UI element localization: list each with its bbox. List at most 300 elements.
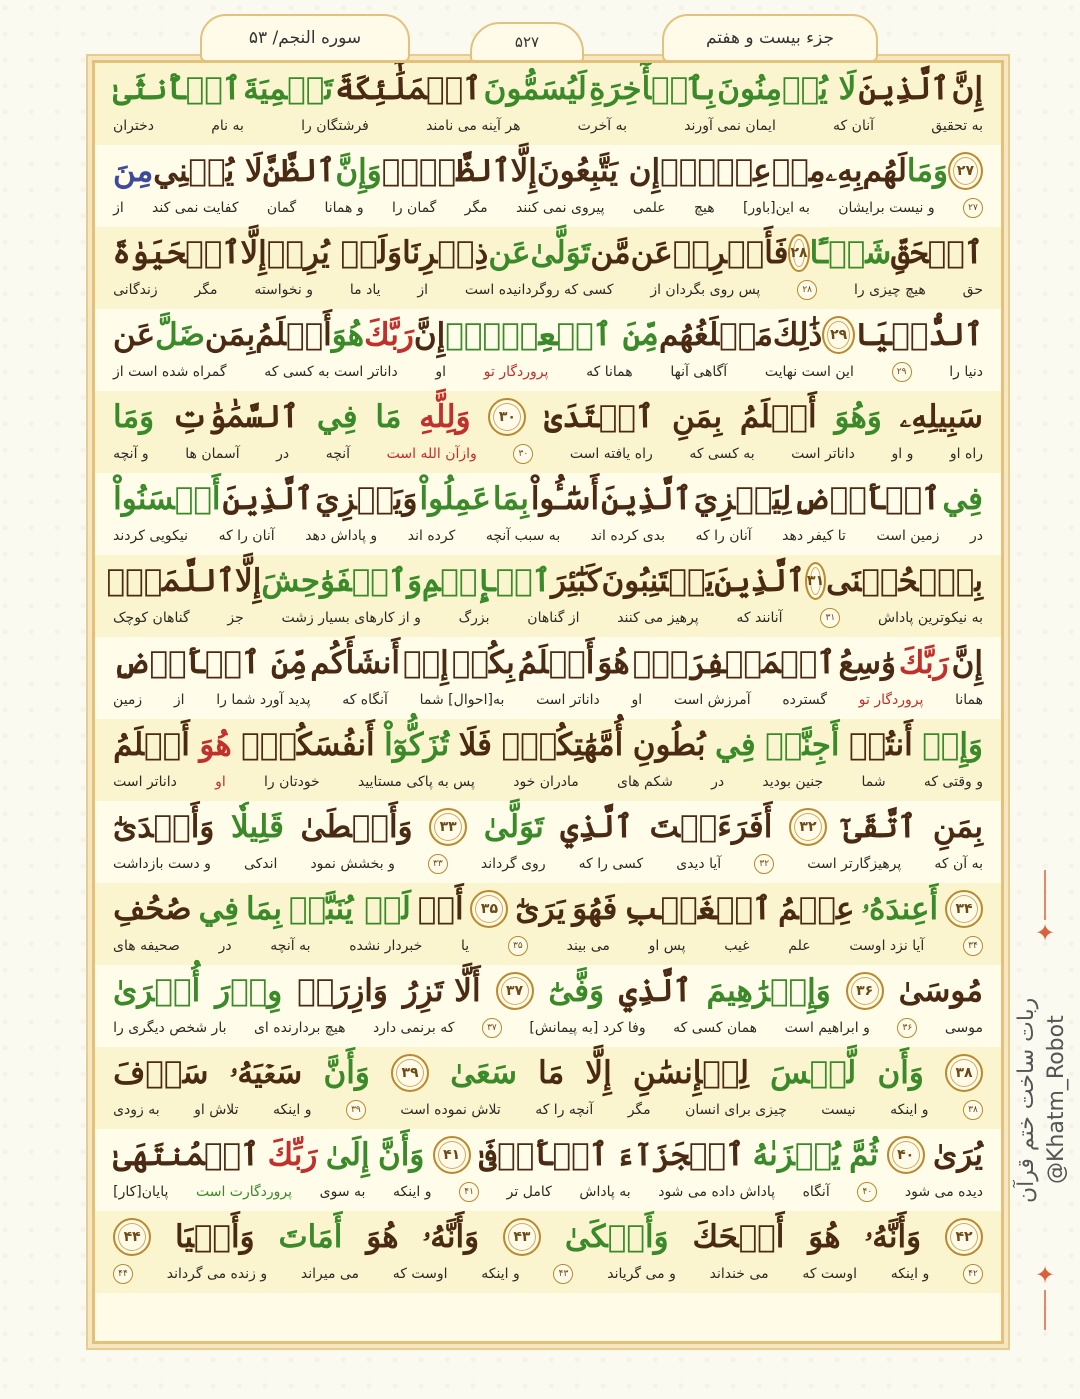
translation-word: آنچه را که	[535, 1102, 594, 1118]
ayah-number-marker: ۳۸	[945, 1054, 983, 1092]
translation-word: و آنچه	[113, 446, 149, 462]
translation-word: آمرزش است	[673, 692, 751, 708]
arabic-word: بُطُونِ	[632, 727, 706, 763]
arabic-word: مُوسَىٰ	[898, 973, 983, 1009]
translation-word: جز	[227, 610, 244, 626]
translation-word: آنانند که	[736, 610, 783, 626]
translation-line	[113, 769, 983, 795]
ayah-number-marker-small: ۴۳	[553, 1264, 573, 1284]
translation-line	[113, 1015, 983, 1041]
translation-word: چیزی برای انسان	[685, 1102, 787, 1118]
ayah-number-marker-small: ۴۴	[113, 1264, 133, 1284]
arabic-line	[113, 477, 983, 521]
translation-word: که برنمی دارد	[372, 1020, 455, 1036]
arabic-line	[113, 1215, 983, 1259]
translation-word: و ابراهیم است	[784, 1020, 870, 1036]
arabic-word: لَا يُؤۡمِنُونَ	[717, 71, 857, 107]
arabic-word: مَا	[538, 1055, 565, 1091]
translation-word: او	[631, 692, 643, 708]
arabic-word: عِلۡمُ	[778, 891, 855, 927]
translation-word: داناتر است	[113, 774, 177, 790]
arabic-word: عَن	[630, 235, 673, 271]
translation-word: هیچ بردارنده ای	[253, 1020, 346, 1036]
arabic-word: أَنتُمۡ	[848, 727, 913, 763]
translation-word: روی گرداند	[480, 856, 546, 872]
arabic-word: أَمۡ	[417, 891, 464, 927]
arabic-word: وَأَكۡدَىٰٓ	[113, 809, 215, 845]
translation-word: و او	[891, 446, 914, 462]
arabic-word: أَعۡلَمُ	[113, 727, 190, 763]
ayah-number-marker-small: ۲۸	[797, 280, 817, 300]
arabic-word: وَأَبۡكَىٰ	[564, 1219, 669, 1255]
arabic-word: ٱلَّذِي	[560, 809, 633, 845]
translation-word: از	[173, 692, 185, 708]
arabic-word: وَلِلَّهِ	[419, 399, 471, 435]
arabic-word: أَنشَأَكُم	[310, 645, 401, 681]
translation-word: کفایت نمی کند	[152, 200, 239, 216]
arabic-word: وَلَمۡ يُرِدۡ	[266, 235, 403, 271]
arabic-word: بِمَنِ	[932, 809, 983, 845]
arabic-word: أَعِندَهُۥ	[861, 890, 939, 927]
arabic-word: ٱلۡجَزَآءَ	[616, 1137, 745, 1173]
translation-word: آنگاه	[802, 1184, 830, 1200]
translation-line	[113, 277, 983, 303]
translation-word: حق	[962, 282, 983, 298]
translation-word: و پاداش دهد	[305, 528, 378, 544]
arabic-word: وَإِبۡرَٰهِيمَ	[706, 973, 831, 1009]
page-number-tab	[470, 22, 584, 62]
translation-word: هیچ چیزی را	[854, 282, 926, 298]
translation-line	[113, 1261, 983, 1287]
arabic-word: وَأَنَّهُۥ	[422, 1218, 480, 1255]
arabic-word: ٱلدُّنۡيَا	[854, 317, 983, 353]
arabic-word: فَأَعۡرِضۡ	[672, 235, 789, 271]
translation-word: جنین بودید	[762, 774, 824, 790]
arabic-word: أُمَّهَٰتِكُمۡۖ	[501, 727, 624, 763]
arabic-word: ٱلظَّنَّ	[262, 153, 336, 189]
arabic-word: عَن	[488, 235, 531, 271]
translation-word: خبردار نشده	[349, 938, 423, 954]
translation-word: شکم های	[616, 774, 673, 790]
ayah-number-marker: ۳۵	[470, 890, 508, 928]
arabic-word: وَأَنَّ	[377, 1137, 425, 1173]
page-frame	[92, 60, 1004, 1344]
watermark-line1: ربات ساخت ختم قرآن	[1014, 997, 1039, 1203]
verse-row	[95, 473, 1001, 555]
arabic-word: أَعۡلَمُ	[255, 317, 332, 353]
verse-row	[95, 1047, 1001, 1129]
translation-word: و اینکه	[273, 1102, 312, 1118]
translation-word: از گناهان	[527, 610, 580, 626]
arabic-word: بِهِۦ	[825, 152, 863, 189]
arabic-word: فِي	[316, 399, 358, 435]
verse-row	[95, 309, 1001, 391]
juz-title: جزء بیست و هفتم	[705, 28, 835, 48]
ayah-number-marker-small: ۳۴	[963, 936, 983, 956]
translation-word: و می گریاند	[607, 1266, 676, 1282]
translation-word: آنان که	[833, 118, 875, 134]
translation-word: راه او	[949, 446, 983, 462]
juz-tab	[662, 14, 878, 62]
page-number: ۵۲۷	[514, 33, 540, 51]
translation-word: به[احوال] شما	[419, 692, 505, 708]
ayah-number-marker: ۲۹	[822, 316, 855, 354]
ayah-number-marker-small: ۲۷	[963, 198, 983, 218]
ayah-number-marker-small: ۲۹	[892, 362, 912, 382]
verse-row	[95, 145, 1001, 227]
translation-word: پدید آورد شما را	[216, 692, 311, 708]
arabic-line	[113, 149, 983, 193]
arabic-word: سَعۡيَهُۥ	[229, 1054, 303, 1091]
translation-word: دیده می شود	[904, 1184, 983, 1200]
arabic-word: مَّن	[590, 235, 631, 271]
arabic-word: وَإِنَّ	[335, 153, 382, 189]
translation-word: پرهیز می کنند	[617, 610, 699, 626]
translation-word: گناهان کوچک	[113, 610, 190, 626]
arabic-word: بِمَا	[246, 891, 283, 927]
arabic-line	[113, 1133, 983, 1177]
arabic-word: مَبۡلَغُهُم	[658, 317, 773, 353]
translation-word: وفا کرد [به پیمانش]	[529, 1020, 646, 1036]
watermark	[1010, 870, 1080, 1330]
arabic-word: شَيۡـًٔا	[809, 235, 892, 271]
translation-word: این است نهایت	[764, 364, 854, 380]
verse-row	[95, 63, 1001, 145]
arabic-word: ٱلۡغَيۡبِ	[624, 891, 772, 927]
translation-word: گسترده	[782, 692, 828, 708]
arabic-word: سَبِيلِهِۦ	[899, 398, 983, 435]
translation-word: به زودی	[113, 1102, 160, 1118]
arabic-word: لَهُم	[862, 153, 907, 189]
translation-word: آیا دیدی	[676, 856, 722, 872]
translation-word: به نام	[211, 118, 244, 134]
translation-word: مگر	[194, 282, 218, 298]
arabic-word: وَمَا	[906, 153, 948, 189]
translation-word: می میراند	[300, 1266, 360, 1282]
arabic-word: فِي	[715, 727, 756, 763]
translation-word: زمین است	[876, 528, 940, 544]
translation-word: نیست	[821, 1102, 856, 1118]
arabic-line	[113, 231, 983, 275]
translation-word: به نیکوترین پاداش	[878, 610, 983, 626]
translation-word: بار شخص دیگری را	[113, 1020, 227, 1036]
arabic-word: ٱللَّمَمَۚ	[106, 563, 236, 599]
translation-word: و نخواسته	[254, 282, 314, 298]
translation-word: مگر	[464, 200, 488, 216]
ayah-number-marker: ۴۴	[113, 1218, 151, 1256]
translation-word: شما	[861, 774, 886, 790]
arabic-word: هُوَ	[597, 645, 630, 681]
ayah-number-marker: ۳۴	[945, 890, 983, 928]
arabic-word: مِنۡ	[771, 153, 826, 189]
arabic-word: أَلَّا تَزِرُ	[402, 973, 481, 1009]
arabic-word: وَيَجۡزِيَ	[315, 481, 418, 517]
arabic-word: مِّنَ ٱلۡعِلۡمِۚ	[445, 317, 659, 353]
translation-word: و اینکه	[890, 1102, 929, 1118]
arabic-word: ٱلۡحَيَوٰةَ	[112, 235, 241, 271]
translation-word: به تحقیق	[931, 118, 983, 134]
translation-word: پروردگار تو	[858, 692, 924, 708]
arabic-word: ٱلۡأَوۡفَىٰ	[478, 1137, 608, 1173]
arabic-word: صُحُفِ	[113, 891, 192, 927]
translation-word: داناتر است	[536, 692, 600, 708]
translation-word: بزرگ	[458, 610, 490, 626]
translation-word: تلاش او	[194, 1102, 239, 1118]
translation-word: آنان را که	[695, 528, 752, 544]
arabic-word: إِلَىٰ	[325, 1137, 370, 1173]
verse-row	[95, 1211, 1001, 1293]
translation-word: زندگانی	[113, 282, 158, 298]
arabic-word: مَا	[375, 399, 402, 435]
arabic-word: ٱلۡمَغۡفِرَةِۚ	[632, 645, 836, 681]
translation-word: و از کارهای بسیار زشت	[281, 610, 421, 626]
translation-word: پروردگارت است	[195, 1184, 293, 1200]
arabic-word: ٱلۡأَرۡضِ	[793, 481, 941, 517]
verse-row	[95, 883, 1001, 965]
verse-row	[95, 1129, 1001, 1211]
translation-word: غیب	[724, 938, 750, 954]
translation-word: پیروی نمی کنند	[515, 200, 605, 216]
verse-row	[95, 227, 1001, 309]
arabic-word: فِي	[198, 891, 240, 927]
translation-word: پایان[کار]	[113, 1184, 169, 1200]
arabic-word: أَضۡحَكَ	[692, 1219, 785, 1255]
arabic-word: ٱلظَّنَّۖ	[381, 153, 511, 189]
arabic-line	[113, 1051, 983, 1095]
translation-word: در	[970, 528, 983, 544]
translation-word: علمی	[632, 200, 666, 216]
arabic-word: ٱلَّذِي	[618, 973, 692, 1009]
ayah-number-marker-small: ۳۸	[963, 1100, 983, 1120]
arabic-word: إِذۡ	[402, 645, 449, 681]
arabic-word: سَعَىٰ	[450, 1055, 517, 1091]
arabic-word: لَا يُغۡنِي	[153, 153, 263, 189]
arabic-word: قَلِيلٗا	[230, 809, 284, 845]
arabic-word: وَٱلۡفَوَٰحِشَ	[261, 563, 423, 599]
arabic-word: إِلَّا	[240, 235, 267, 271]
translation-word: در	[711, 774, 725, 790]
ayah-number-marker: ۴۱	[433, 1136, 471, 1174]
translation-word: و دست بازداشت	[113, 856, 211, 872]
translation-word: دختران	[113, 118, 155, 134]
translation-word: تلاش نموده است	[400, 1102, 501, 1118]
watermark-text	[1012, 950, 1072, 1250]
arabic-word: هُوَ	[366, 1219, 399, 1255]
verse-row	[95, 719, 1001, 801]
translation-word: در	[276, 446, 290, 462]
ayah-number-marker: ۳۲	[789, 808, 827, 846]
arabic-word: مِّنَ ٱلۡأَرۡضِ	[113, 645, 308, 681]
arabic-word: أَمَاتَ	[278, 1219, 343, 1255]
translation-word: گمان را	[391, 200, 437, 216]
arabic-line	[113, 723, 983, 767]
translation-word: راه یافته است	[569, 446, 653, 462]
translation-line	[113, 1179, 983, 1205]
arabic-word: ضَلَّ	[155, 317, 205, 353]
arabic-word: بِٱلۡحُسۡنَى	[826, 563, 983, 599]
translation-word: آگاهی آنها	[670, 364, 728, 380]
arabic-line	[113, 641, 983, 685]
arabic-word: إِلَّا	[510, 153, 537, 189]
arabic-word: وِزۡرَ	[215, 973, 283, 1009]
arabic-word: ٱلَّذِينَ	[222, 481, 314, 517]
arabic-word: عِلۡمٍۖ	[660, 153, 772, 189]
arabic-word: وَأَنَّهُۥ	[864, 1218, 922, 1255]
translation-word: و زنده می گرداند	[166, 1266, 268, 1282]
arabic-word: إِن يَتَّبِعُونَ	[536, 153, 661, 189]
arabic-word: لَّيۡسَ	[770, 1055, 857, 1091]
arabic-word: لَمۡ يُنَبَّأۡ	[288, 891, 411, 927]
translation-word: کرده اند	[407, 528, 456, 544]
arabic-word: ٱلۡإِثۡمِ	[422, 563, 551, 599]
arabic-word: أَسَٰٓـُٔواْ	[530, 481, 600, 517]
arabic-word: كَبَٰٓئِرَ	[550, 563, 602, 599]
arabic-line	[106, 559, 983, 603]
translation-word: داناتر است	[791, 446, 855, 462]
verse-row	[95, 555, 1001, 637]
ornament-icon: ✦	[1034, 919, 1056, 947]
arabic-word: أَحۡسَنُواْ	[113, 481, 221, 517]
translation-line	[113, 851, 983, 877]
arabic-word: هُوَ	[331, 317, 365, 353]
arabic-word: وَهُوَ	[834, 399, 882, 435]
translation-word: به آن که	[934, 856, 983, 872]
arabic-word: ٱلۡأُنثَىٰ	[113, 71, 242, 107]
translation-word: همان کسی که	[673, 1020, 758, 1036]
arabic-word: أَنفُسَكُمۡۖ	[241, 727, 375, 763]
arabic-word: رَبِّكَ	[267, 1137, 318, 1173]
translation-word: به کسی که	[689, 446, 755, 462]
ayah-number-marker: ۳۰	[488, 398, 526, 436]
arabic-line	[113, 887, 983, 931]
translation-word: مگر	[627, 1102, 651, 1118]
translation-line	[113, 359, 983, 385]
watermark-line2: @Khatm_Robot	[1044, 1015, 1069, 1185]
arabic-word: تَوَلَّىٰ	[530, 235, 591, 271]
verse-row	[95, 965, 1001, 1047]
translation-word: و همانا	[324, 200, 364, 216]
arabic-word: تُزَكُّوٓاْ	[384, 727, 450, 763]
translation-word: ایمان نمی آورند	[684, 118, 776, 134]
translation-word: آسمان ها	[185, 446, 240, 462]
ayah-number-marker: ۴۰	[887, 1136, 925, 1174]
translation-word: پس او	[648, 938, 686, 954]
ayah-number-marker-small: ۴۱	[459, 1182, 479, 1202]
translation-word: آنچه	[325, 446, 351, 462]
arabic-word: ثُمَّ	[849, 1137, 879, 1173]
translation-word: زمین	[113, 692, 143, 708]
arabic-word: سَوۡفَ	[113, 1055, 209, 1091]
translation-word: آنگاه که	[342, 692, 388, 708]
arabic-word: ٱلۡمَلَٰٓئِكَةَ	[335, 71, 482, 107]
arabic-word: ٱتَّقَىٰٓ	[843, 809, 917, 845]
arabic-line	[113, 969, 983, 1013]
arabic-word: أُخۡرَىٰ	[113, 973, 201, 1009]
translation-word: داناتر است به کسی که	[264, 364, 398, 380]
translation-word: بدی کرده اند	[590, 528, 665, 544]
translation-word: همانا	[955, 692, 983, 708]
arabic-word: وَأَحۡيَا	[175, 1219, 255, 1255]
verse-row	[95, 637, 1001, 719]
translation-word: به سوی	[319, 1184, 366, 1200]
arabic-word: فِي	[942, 481, 983, 517]
arabic-word: إِنَّ	[951, 71, 983, 107]
translation-word: از	[417, 282, 429, 298]
arabic-word: يَرَىٰٓ	[515, 891, 566, 927]
translation-word: می خنداند	[709, 1266, 769, 1282]
ayah-number-marker-small: ۳۳	[428, 854, 448, 874]
arabic-word: عَن	[113, 317, 156, 353]
arabic-word: رَبَّكَ	[364, 317, 414, 353]
translation-word: او	[435, 364, 447, 380]
translation-word: گمراه شده است از	[113, 364, 227, 380]
arabic-word: أَجِنَّةٞ	[765, 727, 840, 763]
ayah-number-marker: ۴۳	[503, 1218, 541, 1256]
translation-line	[113, 1097, 983, 1123]
arabic-word: وَٰسِعُ	[838, 645, 896, 681]
arabic-word: أَفَرَءَيۡتَ	[649, 809, 773, 845]
ornament-icon: ✦	[1034, 1261, 1056, 1289]
arabic-word: وَأَن	[877, 1055, 924, 1091]
translation-word: یاد ما	[349, 282, 381, 298]
verse-row	[95, 391, 1001, 473]
translation-word: هر آینه می نامند	[426, 118, 521, 134]
watermark-line-bottom	[1044, 1290, 1046, 1330]
translation-word: هیچ	[693, 200, 715, 216]
ayah-number-marker-small: ۴۰	[857, 1182, 877, 1202]
arabic-word: فَلَا	[458, 727, 493, 763]
arabic-word: يُجۡزَىٰهُ	[752, 1137, 841, 1173]
translation-word: کسی را که	[578, 856, 644, 872]
translation-word: و اینکه	[481, 1266, 520, 1282]
arabic-line	[113, 395, 983, 439]
arabic-word: ٱلۡمُنتَهَىٰ	[113, 1137, 260, 1173]
arabic-word: ٱلَّذِينَ	[858, 71, 950, 107]
translation-word: صحیفه های	[113, 938, 180, 954]
translation-word: و اینکه	[393, 1184, 432, 1200]
arabic-word: تَسۡمِيَةَ	[243, 71, 333, 107]
translation-word: کسی که روگردانیده است	[464, 282, 614, 298]
verse-row	[95, 801, 1001, 883]
translation-word: آنان را که	[218, 528, 275, 544]
translation-line	[113, 523, 983, 549]
ayah-number-marker-small: ۳۰	[513, 444, 533, 464]
arabic-word: وَأَنَّ	[323, 1055, 370, 1091]
translation-word: او	[215, 774, 226, 790]
translation-word: خودتان را	[264, 774, 320, 790]
ayah-number-marker-small: ۴۲	[963, 1264, 983, 1284]
arabic-word: هُوَ	[808, 1219, 841, 1255]
translation-word: و نیست برایشان	[838, 200, 935, 216]
ayah-number-marker-small: ۳۶	[897, 1018, 917, 1038]
arabic-word: إِنَّ	[951, 645, 983, 681]
arabic-word: أَعۡلَمُ	[739, 399, 817, 435]
translation-line	[113, 113, 983, 139]
translation-word: آیا نزد اوست	[849, 938, 925, 954]
translation-word: فرشتگان را	[301, 118, 369, 134]
translation-word: از	[113, 200, 124, 216]
watermark-line-top	[1044, 870, 1046, 920]
translation-word: به آنچه	[270, 938, 311, 954]
translation-word: به سبب آنچه	[485, 528, 561, 544]
arabic-word: بِمَا	[492, 481, 529, 517]
arabic-word: ذِكۡرِنَا	[402, 235, 489, 271]
arabic-word: أَعۡلَمُ	[517, 645, 595, 681]
translation-word: پروردگار تو	[483, 364, 549, 380]
arabic-word: لِيَجۡزِيَ	[693, 481, 792, 517]
arabic-line	[113, 67, 983, 111]
arabic-word: إِلَّا	[585, 1055, 612, 1091]
